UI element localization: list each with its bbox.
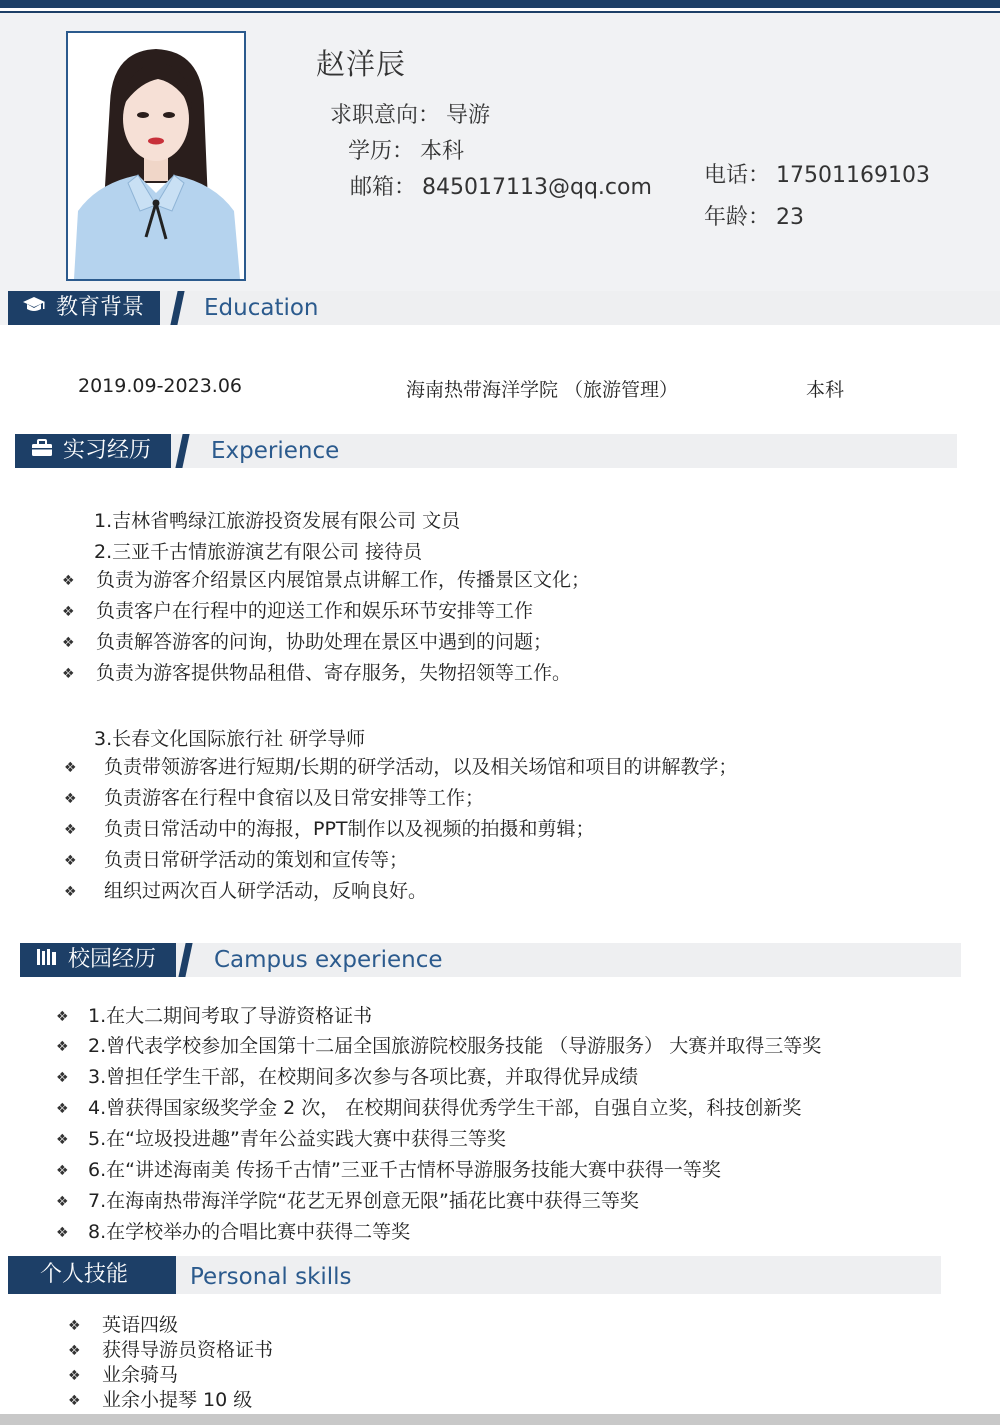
list-item: ❖ 英语四级 <box>68 1314 179 1336</box>
books-icon <box>36 943 58 977</box>
education-section-header <box>8 291 1000 325</box>
section-title-en: Experience <box>211 438 340 464</box>
diamond-bullet-icon: ❖ <box>56 1132 69 1148</box>
list-item: ❖ 负责游客在行程中食宿以及日常安排等工作； <box>64 787 485 809</box>
diamond-bullet-icon: ❖ <box>56 1225 69 1241</box>
diamond-bullet-icon: ❖ <box>64 884 77 900</box>
section-title: 个人技能 <box>40 1262 129 1287</box>
top-accent-bar <box>0 0 1000 8</box>
email <box>350 170 652 201</box>
list-item: ❖ 1.在大二期间考取了导游资格证书 <box>56 1005 373 1027</box>
diamond-bullet-icon: ❖ <box>62 604 75 620</box>
phone <box>704 158 930 189</box>
diamond-bullet-icon: ❖ <box>68 1393 81 1409</box>
list-item: ❖ 5.在“垃圾投进趣”青年公益实践大赛中获得三等奖 <box>56 1128 506 1150</box>
age-label: 年龄： <box>704 205 771 230</box>
candidate-name: 赵洋辰 <box>316 47 407 81</box>
list-item: ❖ 8.在学校举办的合唱比赛中获得二等奖 <box>56 1221 411 1243</box>
job-intention-value: 导游 <box>446 103 491 128</box>
diamond-bullet-icon: ❖ <box>56 1070 69 1086</box>
graduation-cap-icon <box>22 291 46 325</box>
job-title: 3.长春文化国际旅行社 研学导师 <box>94 728 366 750</box>
list-item: ❖ 组织过两次百人研学活动，反响良好。 <box>64 880 428 902</box>
diamond-bullet-icon: ❖ <box>62 573 75 589</box>
job-intention <box>330 98 490 129</box>
diamond-bullet-icon: ❖ <box>64 791 77 807</box>
section-title-en: Education <box>204 295 319 321</box>
diamond-bullet-icon: ❖ <box>64 853 77 869</box>
diamond-bullet-icon: ❖ <box>62 635 75 651</box>
education-level-value: 本科 <box>420 139 465 164</box>
age <box>704 200 804 231</box>
job-title: 2.三亚千古情旅游演艺有限公司 接待员 <box>94 541 423 563</box>
list-item: ❖ 业余小提琴 10 级 <box>68 1389 253 1411</box>
section-tab <box>15 434 171 468</box>
education-period: 2019.09-2023.06 <box>78 375 242 397</box>
list-item: ❖ 获得导游员资格证书 <box>68 1339 274 1361</box>
email-value[interactable]: 845017113@qq.com <box>422 175 652 200</box>
list-item: ❖ 6.在“讲述海南美 传扬千古情”三亚千古情杯导游服务技能大赛中获得一等奖 <box>56 1159 721 1181</box>
diamond-bullet-icon: ❖ <box>56 1163 69 1179</box>
education-school: 海南热带海洋学院 （旅游管理） <box>406 379 679 401</box>
diamond-bullet-icon: ❖ <box>64 760 77 776</box>
list-item: ❖ 负责日常活动中的海报，PPT制作以及视频的拍摄和剪辑； <box>64 818 595 840</box>
education-degree: 本科 <box>806 379 845 401</box>
section-tab <box>8 1256 176 1294</box>
list-item: ❖ 负责为游客介绍景区内展馆景点讲解工作，传播景区文化； <box>62 569 591 591</box>
section-title: 校园经历 <box>68 947 157 972</box>
section-title-en: Campus experience <box>214 947 443 973</box>
email-label: 邮箱： <box>350 175 417 200</box>
section-tab <box>8 291 160 325</box>
phone-label: 电话： <box>704 163 771 188</box>
list-item: ❖ 4.曾获得国家级奖学金 2 次， 在校期间获得优秀学生干部，自强自立奖，科技创新奖 <box>56 1097 802 1119</box>
job-intention-label: 求职意向： <box>330 103 441 128</box>
list-item: ❖ 负责日常研学活动的策划和宣传等； <box>64 849 409 871</box>
diamond-bullet-icon: ❖ <box>68 1318 81 1334</box>
bottom-bar <box>0 1414 1000 1425</box>
campus-section-header <box>20 943 961 977</box>
diamond-bullet-icon: ❖ <box>62 666 75 682</box>
diamond-bullet-icon: ❖ <box>56 1194 69 1210</box>
diamond-bullet-icon: ❖ <box>68 1343 81 1359</box>
list-item: ❖ 3.曾担任学生干部，在校期间多次参与各项比赛，并取得优异成绩 <box>56 1066 639 1088</box>
section-title: 教育背景 <box>56 295 145 320</box>
education-level <box>348 134 464 165</box>
list-item: ❖ 业余骑马 <box>68 1364 179 1386</box>
phone-value: 17501169103 <box>776 163 930 188</box>
diamond-bullet-icon: ❖ <box>64 822 77 838</box>
skills-section-header <box>8 1256 941 1294</box>
briefcase-icon <box>31 434 53 468</box>
experience-section-header <box>15 434 957 468</box>
list-item: ❖ 负责解答游客的问询，协助处理在景区中遇到的问题； <box>62 631 553 653</box>
profile-photo <box>66 31 246 281</box>
list-item: ❖ 负责客户在行程中的迎送工作和娱乐环节安排等工作 <box>62 600 534 622</box>
diamond-bullet-icon: ❖ <box>68 1368 81 1384</box>
age-value: 23 <box>776 205 805 230</box>
list-item: ❖ 2.曾代表学校参加全国第十二届全国旅游院校服务技能 （导游服务） 大赛并取得三等奖 <box>56 1035 822 1057</box>
list-item: ❖ 负责为游客提供物品租借、寄存服务，失物招领等工作。 <box>62 662 572 684</box>
section-title: 实习经历 <box>63 438 152 463</box>
list-item: ❖ 负责带领游客进行短期/长期的研学活动，以及相关场馆和项目的讲解教学； <box>64 756 738 778</box>
section-tab <box>20 943 176 977</box>
diamond-bullet-icon: ❖ <box>56 1101 69 1117</box>
list-item: ❖ 7.在海南热带海洋学院“花艺无界创意无限”插花比赛中获得三等奖 <box>56 1190 639 1212</box>
job-title: 1.吉林省鸭绿江旅游投资发展有限公司 文员 <box>94 510 461 532</box>
diamond-bullet-icon: ❖ <box>56 1009 69 1025</box>
section-title-en: Personal skills <box>190 1264 352 1290</box>
education-level-label: 学历： <box>348 139 415 164</box>
diamond-bullet-icon: ❖ <box>56 1039 69 1055</box>
